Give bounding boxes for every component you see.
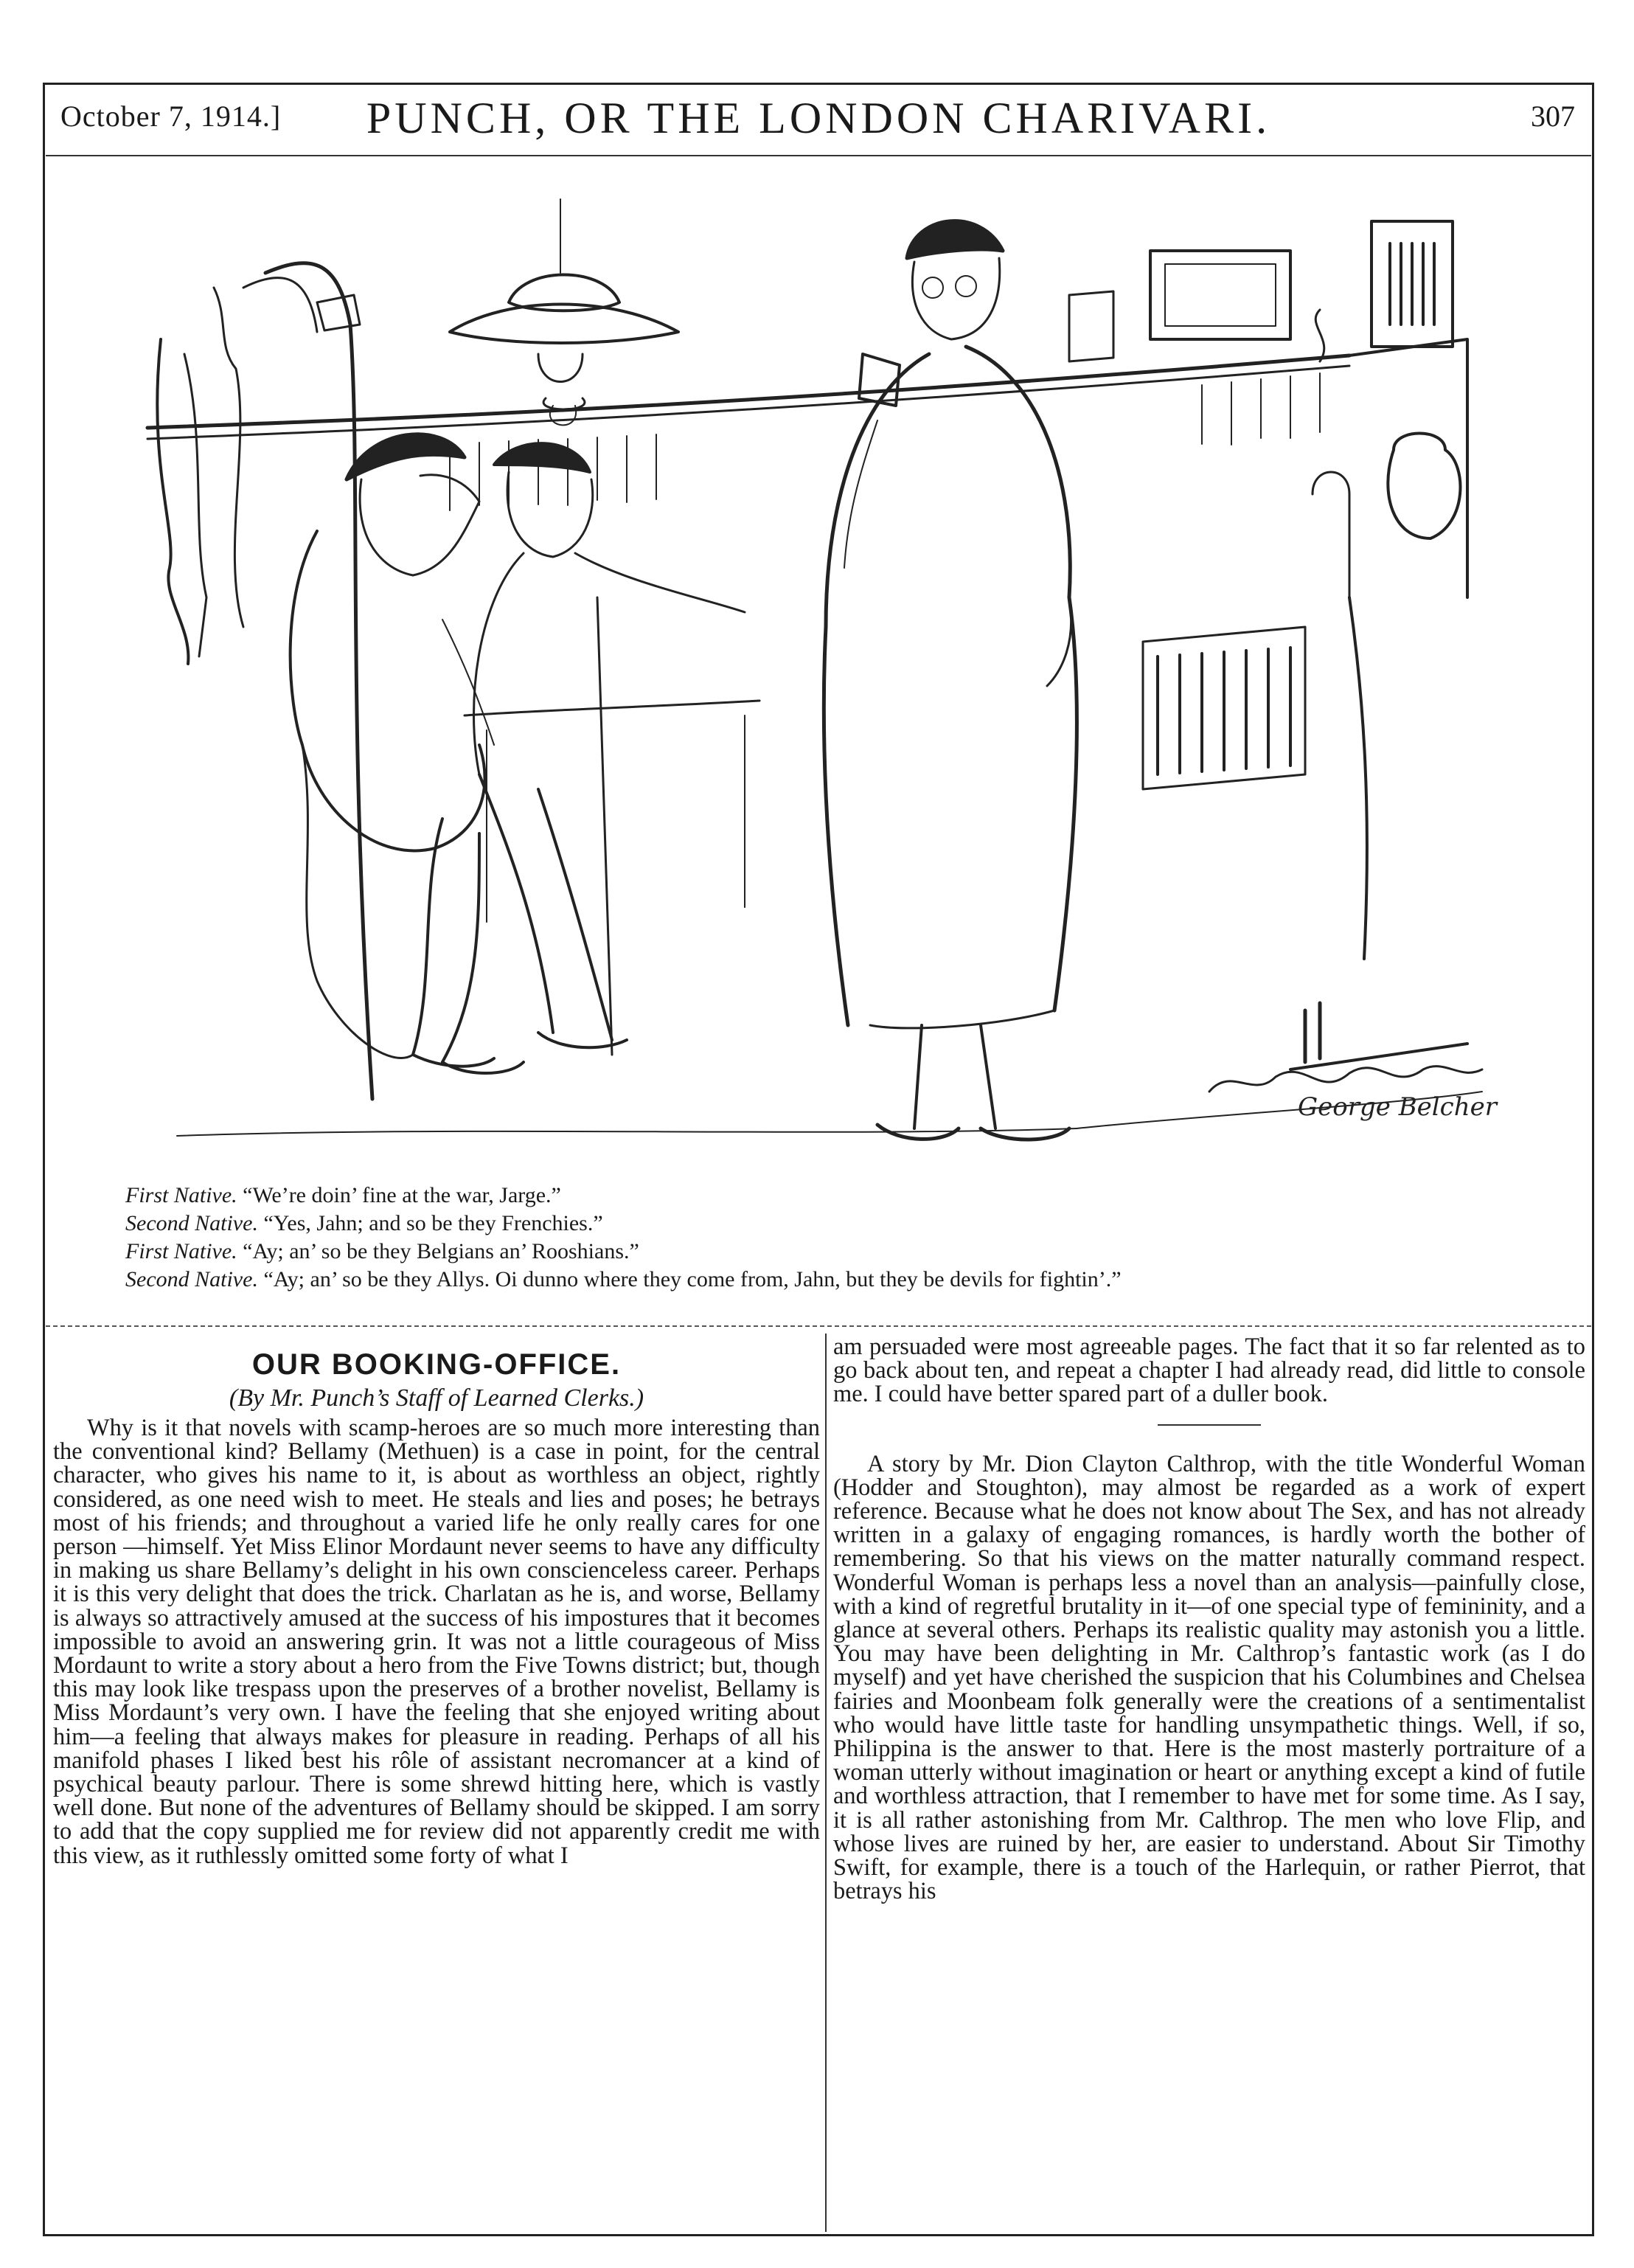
cartoon-illustration — [96, 184, 1541, 1158]
caption-text: “Ay; an’ so be they Belgians an’ Rooshians.” — [243, 1239, 639, 1263]
section-rule — [1158, 1424, 1261, 1426]
hanging-lamp — [450, 199, 678, 425]
page-header — [46, 83, 1591, 155]
room-background — [147, 339, 1482, 1136]
caption-rule — [46, 1325, 1591, 1327]
caption-text: “We’re doin’ fine at the war, Jarge.” — [243, 1183, 561, 1207]
header-rule — [46, 155, 1591, 156]
page-number: 307 — [1531, 100, 1575, 133]
column-divider — [825, 1334, 827, 2232]
caption-line-3 — [125, 1239, 1585, 1267]
article-subheading: (By Mr. Punch’s Staff of Learned Clerks.) — [229, 1384, 644, 1412]
cartoon-caption — [125, 1183, 1585, 1295]
caption-line-1 — [125, 1183, 1585, 1211]
caption-speaker: First Native. — [125, 1239, 237, 1263]
doorway-and-coats — [157, 263, 372, 1099]
issue-date: October 7, 1914.] — [60, 100, 282, 133]
article-right-column — [833, 1335, 1585, 1903]
review-paragraph-bellamy-continued: am persuaded were most agreeable pages. The fact that it so far relented as to go back about ten, and repeat a chapter I had already read, did little to console me. I could have better spared part of a duller book. — [833, 1334, 1585, 1408]
caption-speaker: Second Native. — [125, 1267, 258, 1291]
fireplace-and-kettle — [1143, 434, 1460, 960]
caption-speaker: First Native. — [125, 1183, 237, 1207]
article-left-column — [53, 1335, 820, 1868]
caption-line-4 — [125, 1267, 1585, 1295]
artist-signature-mark — [1209, 1067, 1482, 1092]
seated-old-man — [291, 434, 524, 1073]
article-heading: OUR BOOKING-OFFICE. — [251, 1348, 622, 1381]
standing-man — [824, 221, 1077, 1140]
caption-line-2 — [125, 1211, 1585, 1239]
review-paragraph-bellamy: Why is it that novels with scamp-heroes are so much more interesting than the conventional kind? Bellamy (Methuen) is a case in point, for the central character, who gives his name to it, is about as worthless an object, rightly considered, as one need wish to meet. He steals and lies and poses; he betrays most of his friends; and throughout a varied life he only really cares for one person —himself. Yet Miss Elinor Mordaunt never seems to have any difficulty in making us share Bellamy’s delight in his own conscienceless career. Perhaps it is this very delight that does the trick. Charlatan as he is, and worse, Bellamy is always so attractively amused at the success of his impostures that it becomes impossible to avoid an answering grin. It was not a little courageous of Miss Mordaunt to write a story about a hero from the Five Towns district; but, though this may look like trespass upon the preserves of a brother novelist, Bellamy is Miss Mordaunt’s very own. I have the feeling that she enjoyed writing about him—a feeling that always makes for pleasure in reading. Perhaps of all his manifold phases I liked best his rôle of assistant necromancer at a kind of psychical beauty parlour. There is some shrewd hitting here, which is vastly well done. But none of the adventures of Bellamy should be skipped. I am sorry to add that the copy supplied me for review did not apparently credit me with this view, as it ruthlessly omitted some forty of what I — [53, 1415, 820, 1869]
caption-text: “Yes, Jahn; and so be they Frenchies.” — [263, 1211, 603, 1235]
magazine-title: PUNCH, OR THE LONDON CHARIVARI. — [366, 94, 1271, 142]
caption-speaker: Second Native. — [125, 1211, 258, 1235]
caption-text: “Ay; an’ so be they Allys. Oi dunno where they come from, Jahn, but they be devils for fightin’.” — [263, 1267, 1122, 1291]
seated-second-man — [474, 443, 745, 1055]
wall-pictures — [1069, 221, 1453, 361]
artist-signature: George Belcher — [1298, 1092, 1497, 1122]
review-paragraph-wonderful-woman: A story by Mr. Dion Clayton Calthrop, with the title Wonderful Woman (Hodder and Stoughton), may almost be regarded as a work of expert reference. Because what he does not know about The Sex, and has not already written in a galaxy of engaging romances, is hardly worth the bother of remembering. So that his views on the matter naturally command respect. Wonderful Woman is perhaps less a novel than an analysis—painfully close, with a kind of regretful brutality in it—of one special type of femininity, and a glance at several others. Perhaps its realistic quality may astonish you a little. You may have been delighting in Mr. Calthrop’s fantastic work (as I do myself) and yet have cherished the suspicion that his Columbines and Chelsea fairies and Moonbeam folk generally were the creations of a sentimentalist who would have little taste for handling unsympathetic things. Well, if so, Philippina is the answer to that. Here is the most masterly portraiture of a woman utterly without imagination or heart or anything except a kind of futile and worthless attraction, that I remember to have met for some time. As I say, it is all rather astonishing from Mr. Calthrop. The men who love Flip, and whose lives are ruined by her, are easier to understand. About Sir Timothy Swift, for example, there is a touch of the Harlequin, or rather Pierrot, that betrays his — [833, 1450, 1585, 1905]
